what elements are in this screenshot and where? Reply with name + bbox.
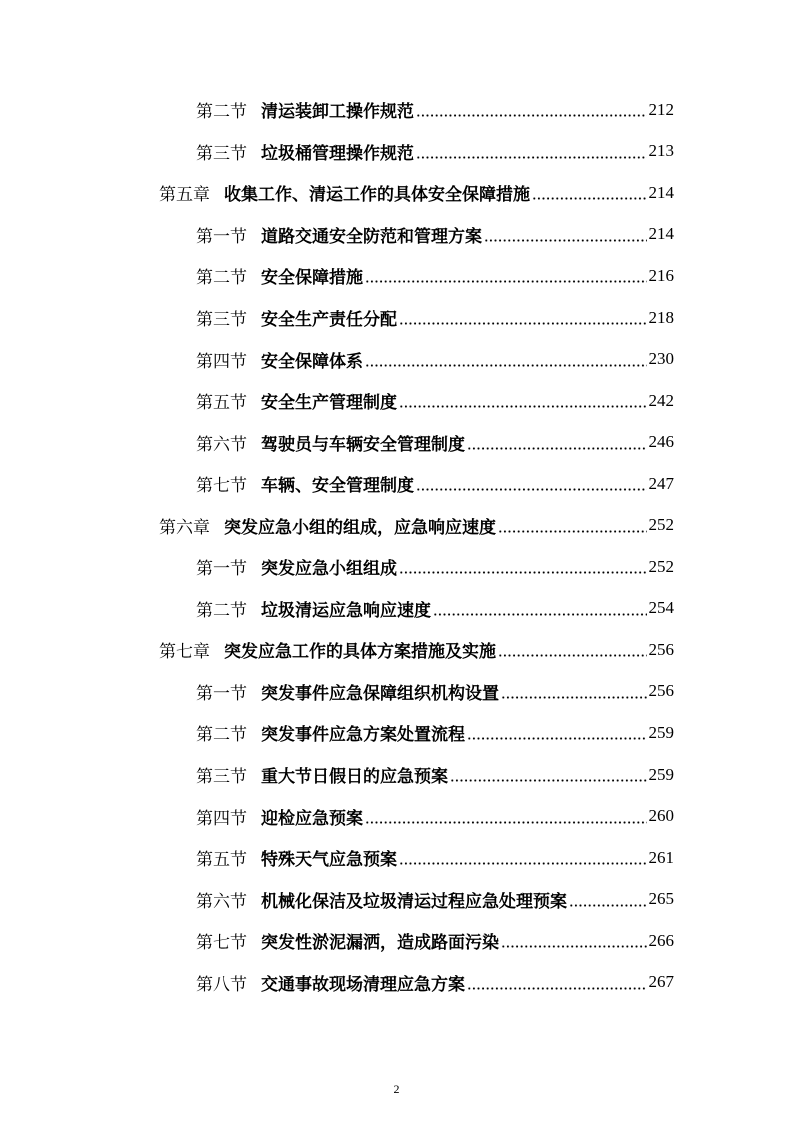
toc-entry-title: 迎检应急预案 [261,808,363,829]
page-number: 2 [393,1082,400,1096]
toc-entry[interactable] [0,89,793,131]
toc-dot-leader [365,364,647,367]
toc-entry-page: 256 [648,639,674,659]
toc-entry-title: 垃圾清运应急响应速度 [261,600,431,621]
toc-chapter-entry[interactable] [0,504,793,546]
toc-entry-title: 特殊天气应急预案 [261,850,397,871]
toc-entry-page: 259 [648,764,674,784]
toc-entry-page: 214 [648,224,674,244]
toc-entry-number: 第七节 [196,476,247,497]
toc-entry-number: 第一节 [196,559,247,580]
toc-entry-number: 第五节 [196,850,247,871]
toc-entry-title: 安全生产管理制度 [261,393,397,414]
toc-entry-number: 第四节 [196,351,247,372]
toc-entry-title: 交通事故现场清理应急方案 [261,974,465,995]
toc-dot-leader [498,530,647,533]
toc-entry-title: 突发应急工作的具体方案措施及实施 [224,642,496,663]
toc-dot-leader [569,904,647,907]
toc-entry-page: 252 [648,556,674,576]
toc-entry[interactable] [0,920,793,962]
toc-entry-page: 246 [648,432,674,452]
toc-entry[interactable] [0,754,793,796]
toc-chapter-entry[interactable] [0,629,793,671]
toc-entry-page: 254 [648,598,674,618]
toc-dot-leader [467,737,647,740]
toc-dot-leader [450,779,647,782]
toc-entry-number: 第七章 [159,642,210,663]
toc-entry[interactable] [0,961,793,1003]
toc-entry[interactable] [0,712,793,754]
toc-entry-title: 安全生产责任分配 [261,310,397,330]
toc-entry-number: 第一节 [196,226,247,247]
toc-entry-page: 260 [648,806,674,826]
toc-entry-number: 第六节 [196,434,247,455]
toc-dot-leader [399,571,647,574]
toc-dot-leader [416,488,647,491]
toc-entry-page: 259 [648,722,674,742]
toc-entry-number: 第二节 [196,102,247,123]
toc-entry-page: 212 [648,99,674,119]
toc-dot-leader [501,945,647,948]
toc-entry-page: 266 [648,930,674,950]
toc-dot-leader [501,696,647,699]
table-of-contents [0,89,793,1003]
toc-entry-number: 第三节 [196,767,247,788]
toc-entry[interactable] [0,588,793,630]
toc-dot-leader [399,322,647,325]
toc-entry-page: 218 [648,307,674,327]
toc-dot-leader [467,987,647,990]
toc-entry[interactable] [0,837,793,879]
toc-entry-number: 第八节 [196,974,247,995]
toc-entry-page: 267 [648,972,674,992]
toc-entry-title: 突发性淤泥漏洒，造成路面污染 [261,933,499,954]
toc-dot-leader [416,114,647,117]
toc-entry-page: 247 [648,473,674,493]
toc-entry-title: 突发事件应急方案处置流程 [261,725,465,746]
toc-entry-number: 第一节 [196,683,247,704]
toc-dot-leader [399,405,647,408]
toc-entry-page: 261 [648,847,674,867]
toc-entry[interactable] [0,297,793,339]
toc-entry[interactable] [0,214,793,256]
toc-entry[interactable] [0,671,793,713]
toc-entry-page: 256 [648,681,674,701]
toc-entry-number: 第七节 [196,933,247,954]
toc-entry-number: 第六章 [159,517,210,538]
toc-dot-leader [399,862,647,865]
toc-entry-title: 垃圾桶管理操作规范 [261,143,414,164]
toc-entry-number: 第二节 [196,268,247,289]
toc-dot-leader [498,654,647,657]
toc-entry-title: 收集工作、清运工作的具体安全保障措施 [224,185,530,206]
toc-entry-title: 重大节日假日的应急预案 [261,767,448,788]
toc-entry-title: 突发应急小组的组成，应急响应速度 [224,517,496,538]
toc-entry-number: 第五章 [159,185,210,206]
toc-entry-number: 第三节 [196,143,247,164]
toc-entry[interactable] [0,421,793,463]
toc-entry-page: 216 [648,265,674,285]
toc-entry-page: 230 [648,349,674,369]
toc-entry-title: 清运装卸工操作规范 [261,102,414,123]
toc-entry-title: 机械化保洁及垃圾清运过程应急处理预案 [261,891,567,912]
toc-dot-leader [365,821,647,824]
toc-entry-page: 213 [648,141,674,161]
toc-entry-page: 214 [648,182,674,202]
toc-entry-title: 车辆、安全管理制度 [261,476,414,497]
toc-entry-number: 第三节 [196,310,247,330]
toc-entry-number: 第二节 [196,725,247,746]
toc-chapter-entry[interactable] [0,172,793,214]
toc-entry-page: 242 [648,390,674,410]
toc-dot-leader [532,197,647,200]
toc-entry[interactable] [0,338,793,380]
toc-dot-leader [484,239,647,242]
toc-dot-leader [433,613,647,616]
toc-entry[interactable] [0,463,793,505]
toc-entry-title: 驾驶员与车辆安全管理制度 [261,434,465,455]
toc-entry[interactable] [0,546,793,588]
toc-entry[interactable] [0,131,793,173]
toc-entry-page: 252 [648,515,674,535]
toc-entry-title: 安全保障措施 [261,268,363,289]
toc-entry[interactable] [0,878,793,920]
toc-dot-leader [416,156,647,159]
toc-entry-number: 第五节 [196,393,247,414]
toc-entry[interactable] [0,795,793,837]
toc-entry[interactable] [0,255,793,297]
toc-entry-title: 突发事件应急保障组织机构设置 [261,683,499,704]
toc-entry-number: 第四节 [196,808,247,829]
toc-entry[interactable] [0,380,793,422]
toc-entry-title: 道路交通安全防范和管理方案 [261,226,482,247]
toc-entry-number: 第二节 [196,600,247,621]
toc-entry-page: 265 [648,889,674,909]
toc-entry-title: 安全保障体系 [261,351,363,372]
toc-dot-leader [365,280,647,283]
toc-dot-leader [467,447,647,450]
toc-entry-title: 突发应急小组组成 [261,559,397,580]
toc-entry-number: 第六节 [196,891,247,912]
